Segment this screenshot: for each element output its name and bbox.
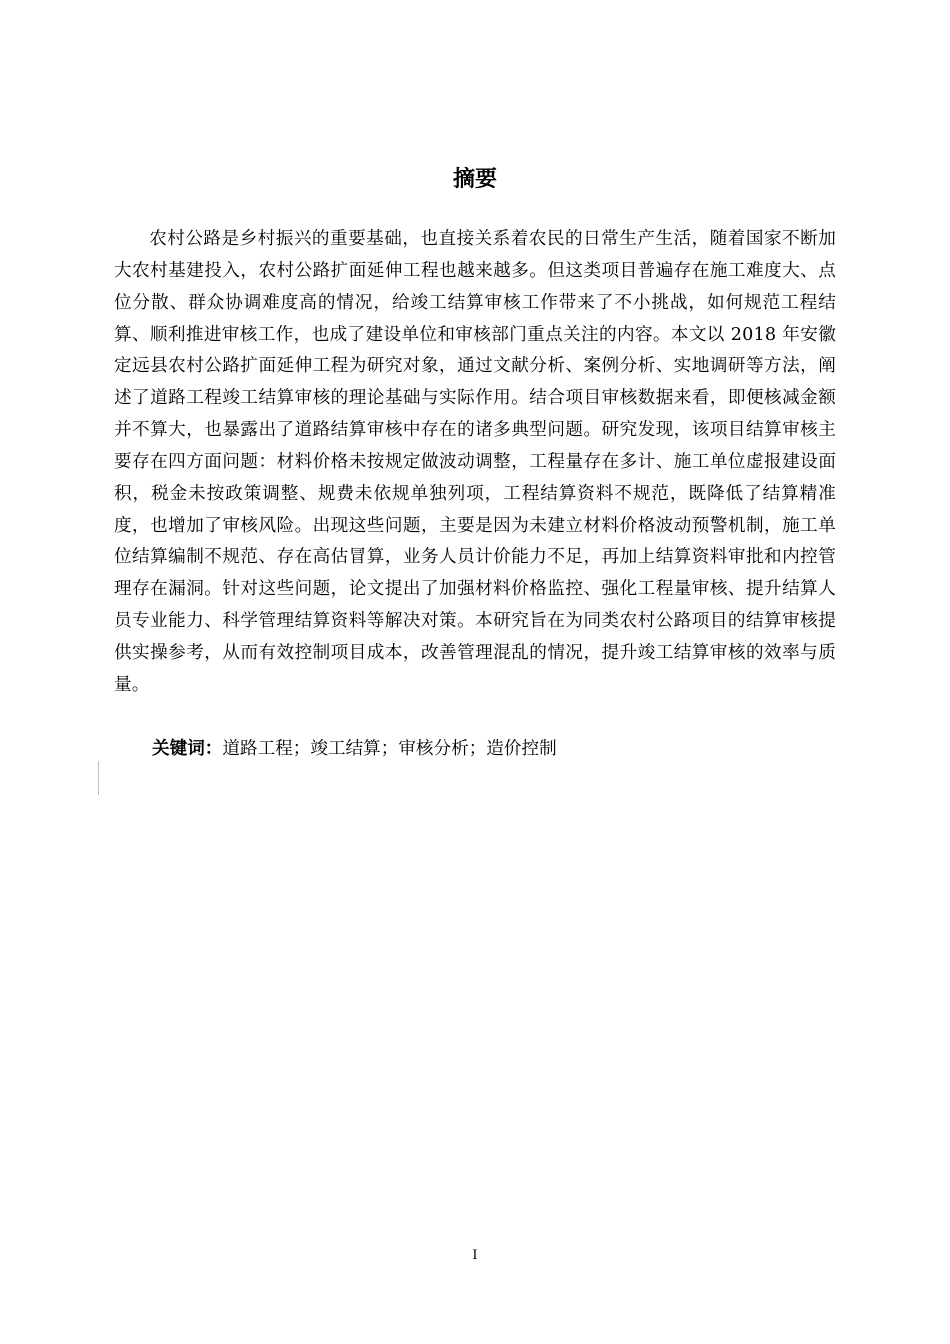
text-cursor-mark	[98, 761, 99, 795]
keywords-label: 关键词：	[152, 739, 223, 759]
abstract-title: 摘要	[452, 167, 497, 192]
page-number: I	[472, 1248, 478, 1263]
keywords-text: 道路工程；竣工结算；审核分析；造价控制	[222, 739, 557, 759]
keywords-line	[152, 734, 557, 764]
abstract-body: 农村公路是乡村振兴的重要基础，也直接关系着农民的日常生产生活，随着国家不断加大农村基建投入，农村公路扩面延伸工程也越来越多。但这类项目普遍存在施工难度大、点位分散、群众协调难度高的情况，给竣工结算审核工作带来了不小挑战，如何规范工程结算、顺利推进审核工作，也成了建设单位和审核部门重点关注的内容。本文以 2018 年安徽定远县农村公路扩面延伸工程为研究对象，通过文献分析、案例分析、实地调研等方法，阐述了道路工程竣工结算审核的理论基础与实际作用。结合项目审核数据来看，即便核减金额并不算大，也暴露出了道路结算审核中存在的诸多典型问题。研究发现，该项目结算审核主要存在四方面问题：材料价格未按规定做波动调整，工程量存在多计、施工单位虚报建设面积，税金未按政策调整、规费未依规单独列项，工程结算资料不规范，既降低了结算精准度，也增加了审核风险。出现这些问题，主要是因为未建立材料价格波动预警机制，施工单位结算编制不规范、存在高估冒算，业务人员计价能力不足，再加上结算资料审批和内控管理存在漏洞。针对这些问题，论文提出了加强材料价格监控、强化工程量审核、提升结算人员专业能力、科学管理结算资料等解决对策。本研究旨在为同类农村公路项目的结算审核提供实操参考，从而有效控制项目成本，改善管理混乱的情况，提升竣工结算审核的效率与质量。	[114, 229, 836, 695]
